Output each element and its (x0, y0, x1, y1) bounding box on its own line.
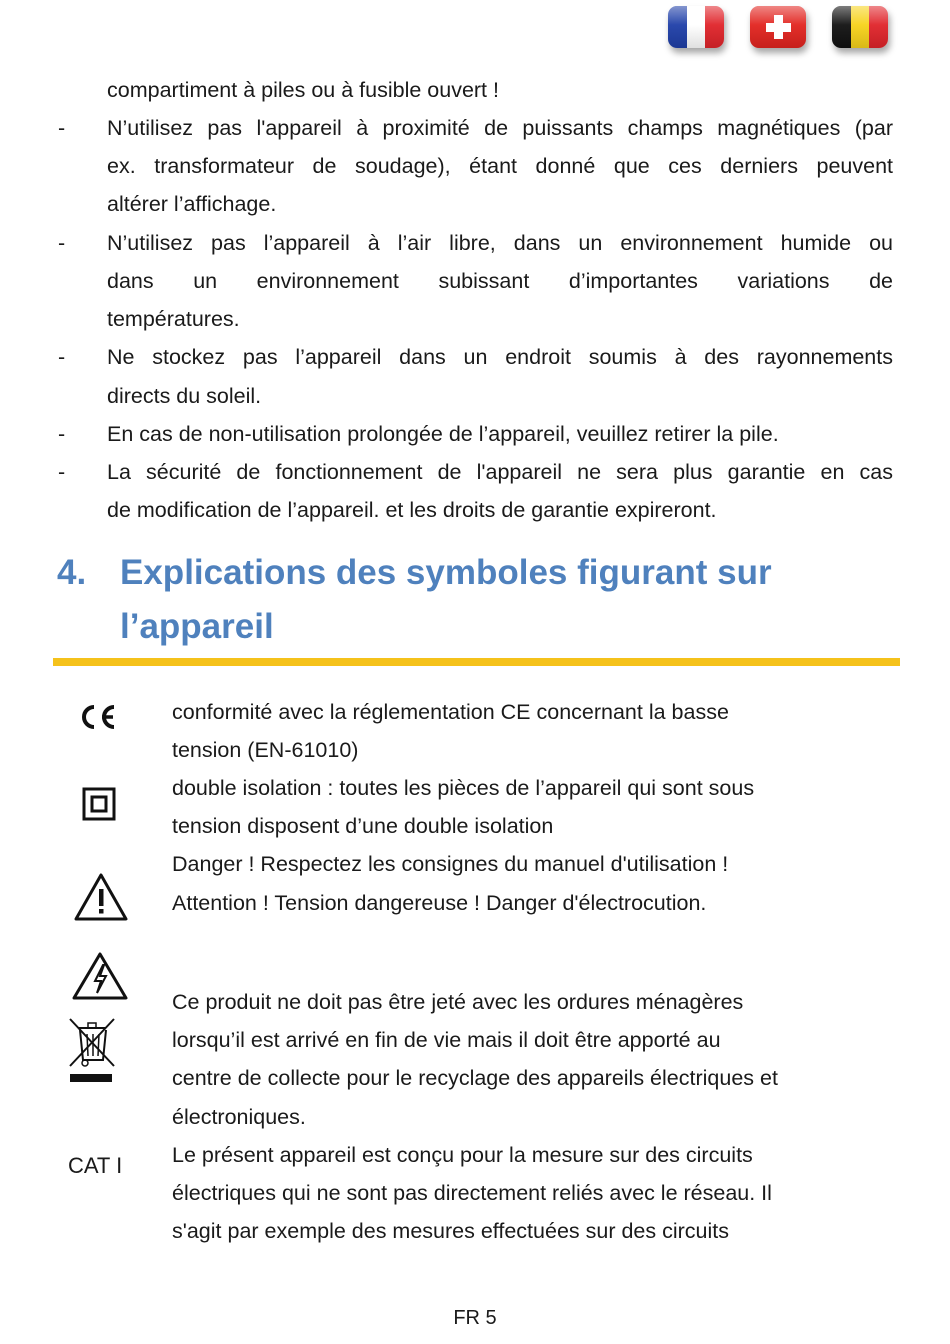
section-title-line-1: Explications des symboles figurant sur (120, 553, 772, 592)
cat-line-2: électriques qui ne sont pas directement reliés avec le réseau. Il (172, 1181, 772, 1205)
bullet-dash: - (58, 116, 66, 140)
bullet-5-line-1: La sécurité de fonctionnement de l'appareil ne sera plus garantie en cas (107, 460, 893, 484)
double-insulation-line-1: double isolation : toutes les pièces de l’appareil qui sont sous (172, 776, 755, 800)
flag-belgium-icon (832, 6, 888, 48)
bullet-dash: - (58, 422, 66, 446)
weee-bin-icon (68, 1016, 118, 1086)
cat-line-1: Le présent appareil est conçu pour la mesure sur des circuits (172, 1143, 753, 1167)
bullet-dash: - (58, 345, 66, 369)
bullet-1-line-2: ex. transformateur de soudage), étant donné que ces derniers peuvent (107, 154, 893, 178)
warning-triangle-icon (73, 872, 129, 922)
section-title-line-2: l’appareil (120, 607, 274, 646)
bullet-4-line-1: En cas de non-utilisation prolongée de l’appareil, veuillez retirer la pile. (107, 422, 779, 446)
ce-mark-icon (78, 703, 118, 731)
bullet-2-line-2: dans un environnement subissant d’importantes variations de (107, 269, 893, 293)
continuation-line: compartiment à piles ou à fusible ouvert ! (107, 78, 499, 102)
section-number: 4. (57, 553, 87, 592)
bullet-2-line-3: températures. (107, 307, 240, 331)
warning-line-2: Attention ! Tension dangereuse ! Danger d'électrocution. (172, 891, 707, 915)
bullet-3-line-1: Ne stockez pas l’appareil dans un endroit soumis à des rayonnements (107, 345, 893, 369)
bullet-1-line-3: altérer l’affichage. (107, 192, 277, 216)
bullet-5-line-2: de modification de l’appareil. et les droits de garantie expireront. (107, 498, 717, 522)
high-voltage-icon (71, 951, 129, 1001)
cat-label: CAT I (68, 1153, 123, 1178)
bullet-dash: - (58, 231, 66, 255)
ce-description-line-1: conformité avec la réglementation CE concernant la basse (172, 700, 729, 724)
weee-line-2: lorsqu’il est arrivé en fin de vie mais il doit être apporté au (172, 1028, 721, 1052)
page-number: FR 5 (453, 1307, 497, 1329)
double-insulation-icon (82, 787, 116, 821)
warning-line-1: Danger ! Respectez les consignes du manuel d'utilisation ! (172, 852, 729, 876)
bullet-3-line-2: directs du soleil. (107, 384, 262, 408)
weee-line-1: Ce produit ne doit pas être jeté avec les ordures ménagères (172, 990, 744, 1014)
cat-line-3: s'agit par exemple des mesures effectuées sur des circuits (172, 1219, 729, 1243)
flag-switzerland-icon (750, 6, 806, 48)
weee-line-4: électroniques. (172, 1105, 306, 1129)
ce-description-line-2: tension (EN-61010) (172, 738, 359, 762)
bullet-1-line-1: N’utilisez pas l'appareil à proximité de puissants champs magnétiques (par (107, 116, 893, 140)
section-divider (53, 658, 900, 666)
language-flags (668, 6, 888, 48)
weee-line-3: centre de collecte pour le recyclage des appareils électriques et (172, 1066, 778, 1090)
bullet-dash: - (58, 460, 66, 484)
bullet-2-line-1: N’utilisez pas l’appareil à l’air libre, dans un environnement humide ou (107, 231, 893, 255)
flag-france-icon (668, 6, 724, 48)
double-insulation-line-2: tension disposent d’une double isolation (172, 814, 554, 838)
